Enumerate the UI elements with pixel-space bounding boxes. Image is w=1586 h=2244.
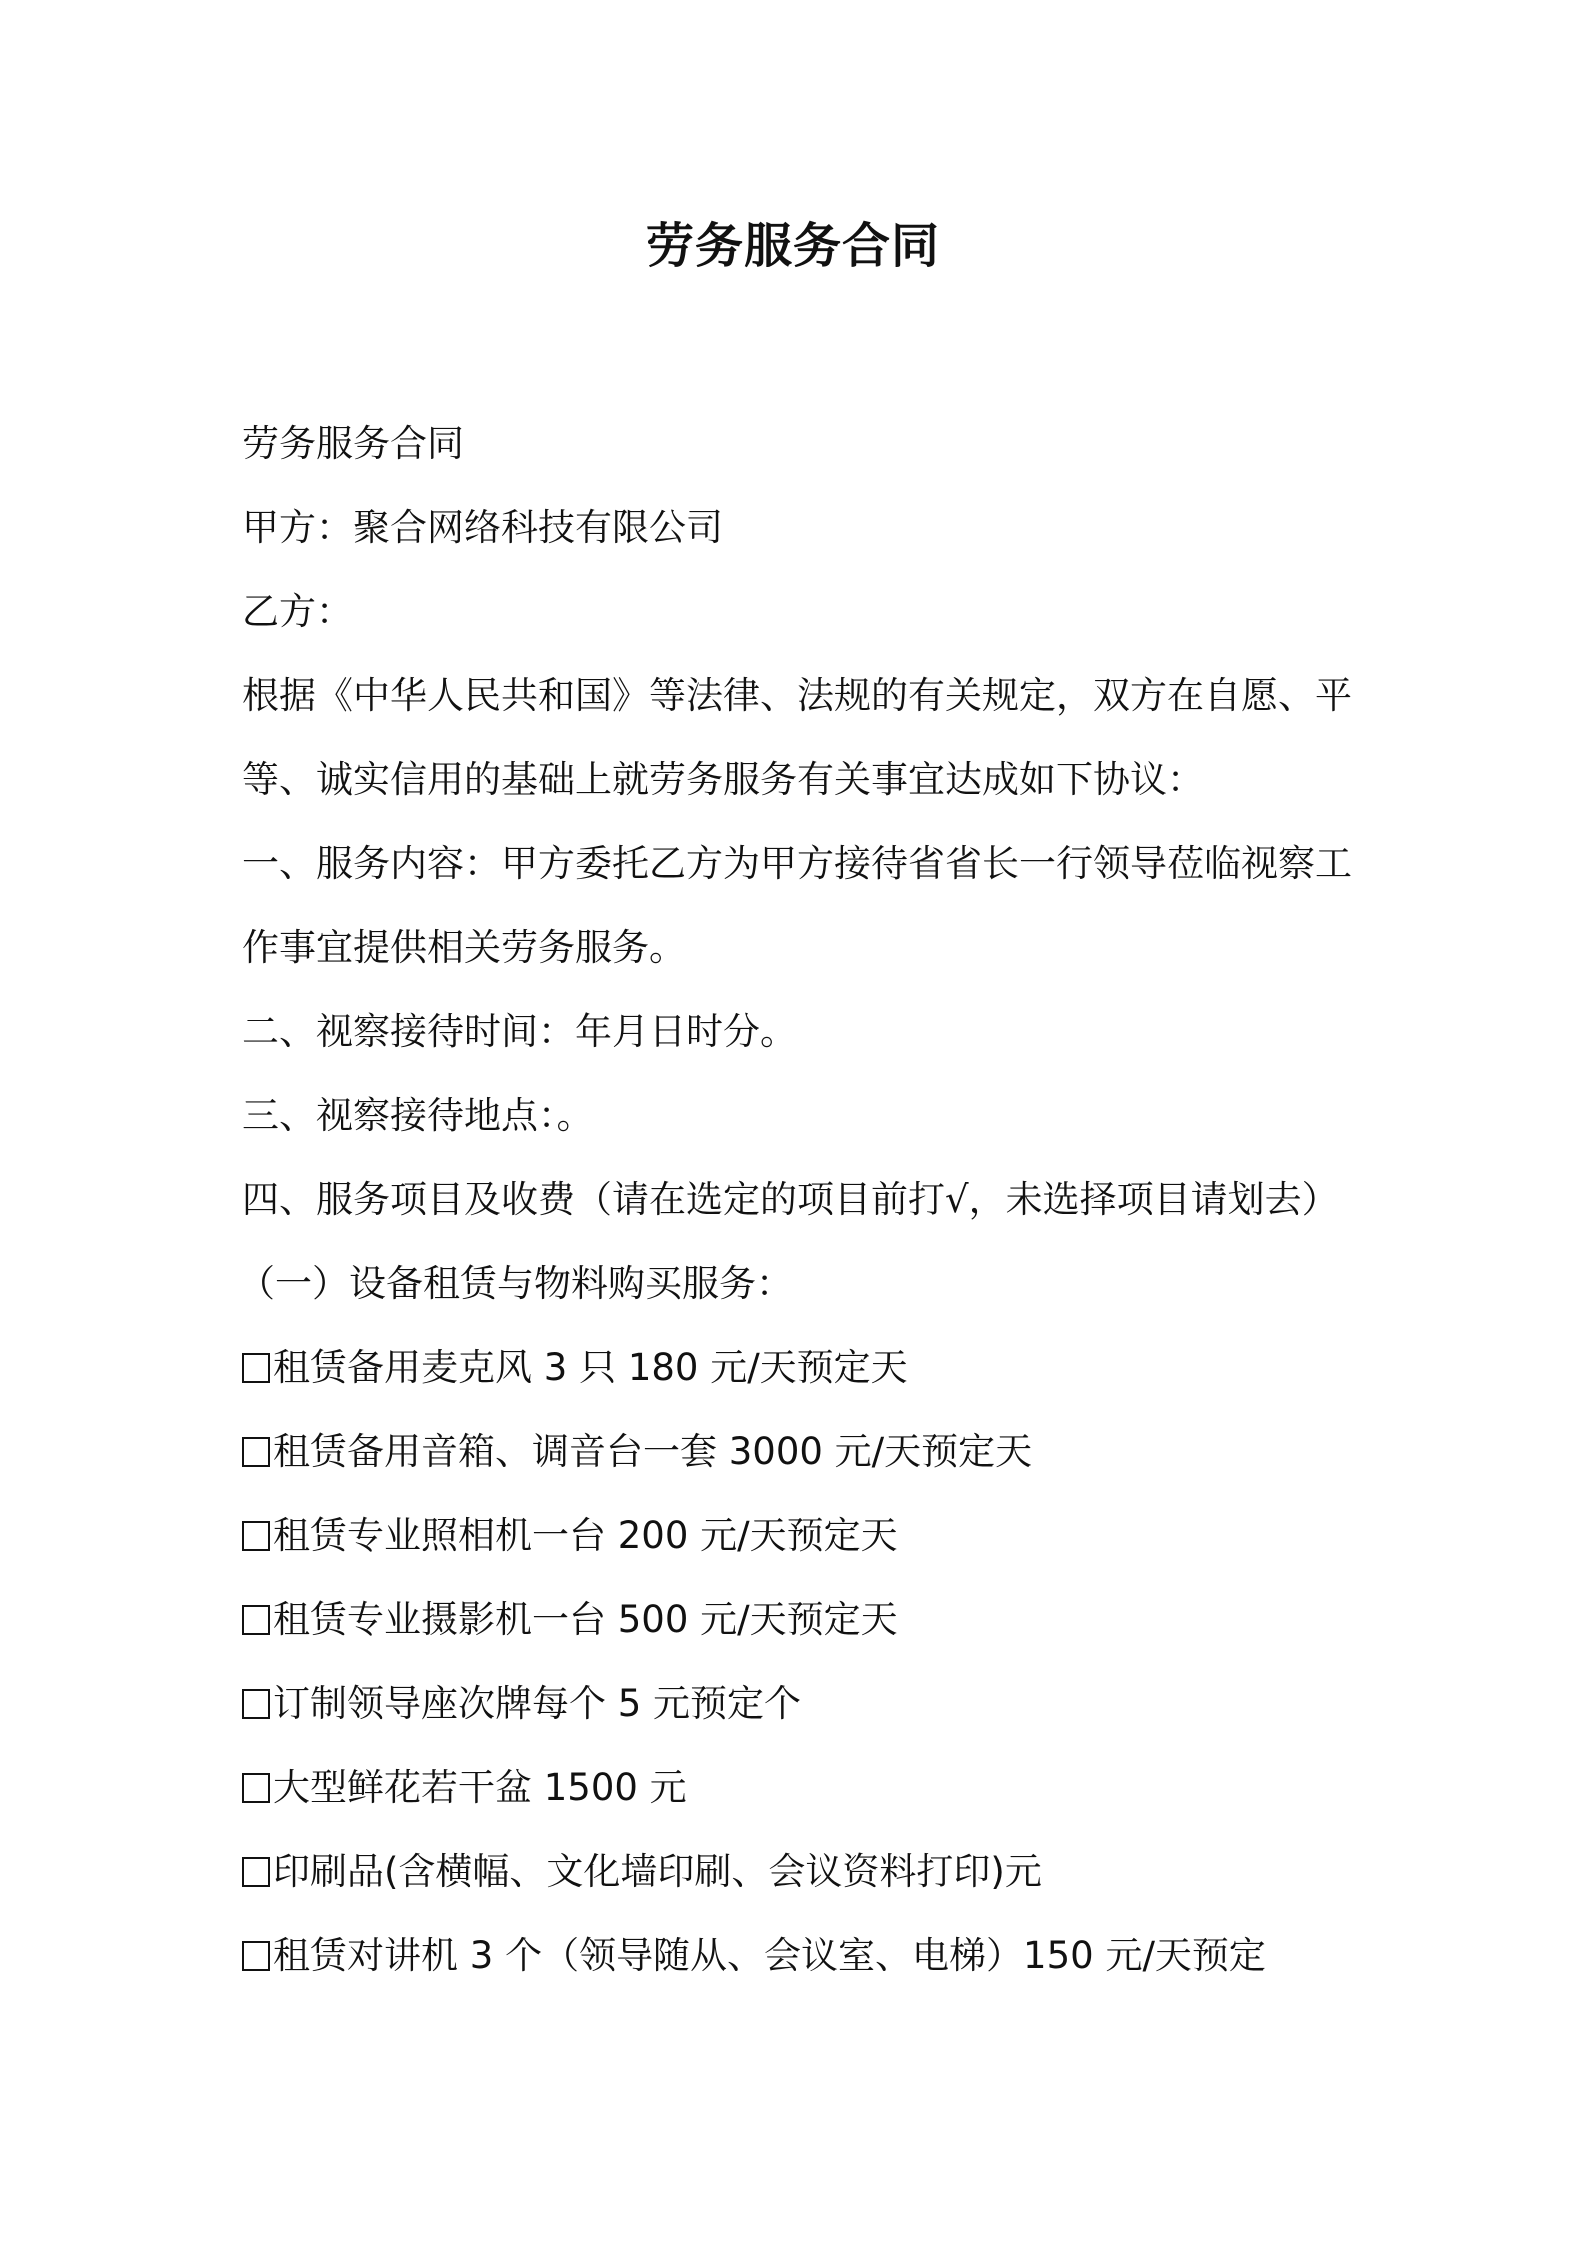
checkbox[interactable]	[242, 1353, 270, 1383]
service-item-label: 大型鲜花若干盆 1500 元	[273, 1766, 687, 1809]
service-item-label: 租赁专业摄影机一台 500 元/天预定天	[273, 1598, 898, 1641]
service-item	[242, 1830, 1362, 1914]
checkbox[interactable]	[242, 1857, 270, 1887]
preamble-line-2: 等、诚实信用的基础上就劳务服务有关事宜达成如下协议：	[242, 758, 1204, 801]
service-item-label: 租赁对讲机 3 个（领导随从、会议室、电梯）150 元/天预定	[273, 1934, 1266, 1977]
subsection-1: （一）设备租赁与物料购买服务：	[238, 1262, 793, 1305]
document-title: 劳务服务合同	[645, 218, 940, 274]
checkbox[interactable]	[242, 1941, 270, 1971]
checkbox[interactable]	[242, 1437, 270, 1467]
service-item-label: 租赁备用音箱、调音台一套 3000 元/天预定天	[273, 1430, 1033, 1473]
clause-1-line-1: 一、服务内容：甲方委托乙方为甲方接待省省长一行领导莅临视察工	[242, 842, 1352, 885]
service-item	[242, 1578, 1362, 1662]
service-item	[242, 1746, 1362, 1830]
checkbox[interactable]	[242, 1773, 270, 1803]
checkbox[interactable]	[242, 1521, 270, 1551]
service-item-label: 印刷品(含横幅、文化墙印刷、会议资料打印)元	[273, 1850, 1042, 1893]
service-item-label: 租赁备用麦克风 3 只 180 元/天预定天	[273, 1346, 908, 1389]
service-item	[242, 1914, 1362, 1998]
clause-1-line-2: 作事宜提供相关劳务服务。	[242, 926, 686, 969]
party-b: 乙方：	[242, 590, 353, 633]
service-item	[242, 1494, 1362, 1578]
checkbox[interactable]	[242, 1689, 270, 1719]
document-body	[238, 402, 1362, 1998]
service-item	[242, 1326, 1362, 1410]
clause-3: 三、视察接待地点：。	[242, 1094, 594, 1137]
service-item	[242, 1410, 1362, 1494]
service-item	[242, 1662, 1362, 1746]
party-a: 甲方：聚合网络科技有限公司	[242, 506, 723, 549]
checkbox[interactable]	[242, 1605, 270, 1635]
clause-4: 四、服务项目及收费（请在选定的项目前打√，未选择项目请划去）	[242, 1178, 1339, 1221]
service-item-label: 租赁专业照相机一台 200 元/天预定天	[273, 1514, 898, 1557]
preamble-line-1: 根据《中华人民共和国》等法律、法规的有关规定，双方在自愿、平	[242, 674, 1352, 717]
service-item-label: 订制领导座次牌每个 5 元预定个	[273, 1682, 802, 1725]
clause-2: 二、视察接待时间：年月日时分。	[242, 1010, 797, 1053]
heading-repeat: 劳务服务合同	[242, 422, 464, 465]
